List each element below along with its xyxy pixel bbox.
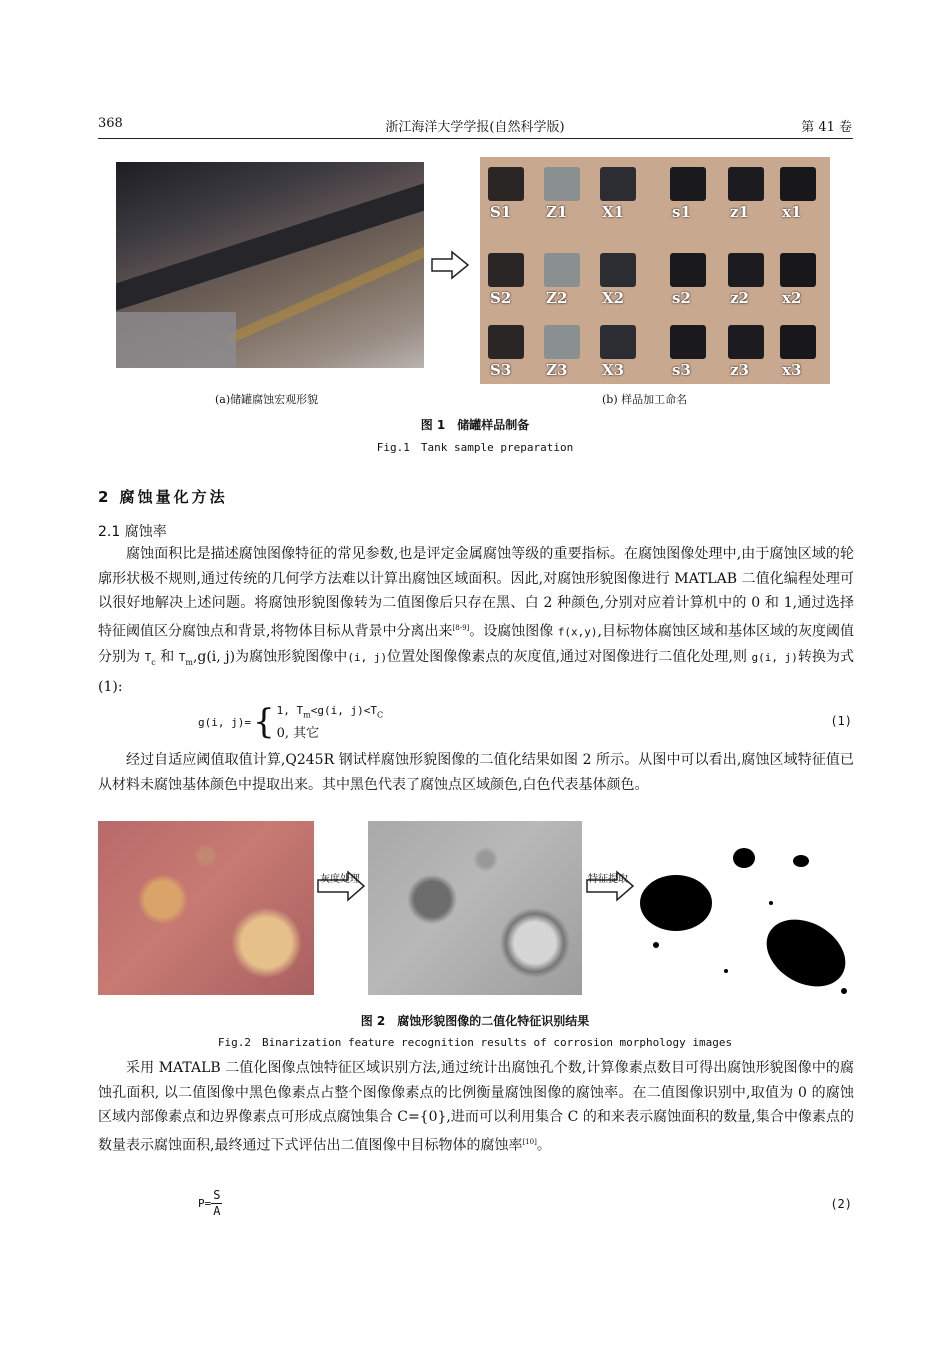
figure2-photo-original <box>98 821 314 995</box>
equation-1-number: (1) <box>830 714 852 728</box>
figure1-caption: 图 1 储罐样品制备 <box>420 418 530 432</box>
figure2-caption: 图 2 腐蚀形貌图像的二值化特征识别结果 <box>360 1014 590 1028</box>
sample-cube <box>780 253 816 287</box>
sample-cube <box>488 325 524 359</box>
figure1-photo-a <box>116 162 424 368</box>
paragraph-1: 腐蚀面积比是描述腐蚀图像特征的常见参数,也是评定金属腐蚀等级的重要指标。在腐蚀图像处理中,由于腐蚀区域的轮廓形状极不规则,通过传统的几何学方法难以计算出腐蚀区域面积。因此,对腐蚀形貌图像进行 MATLAB 二值化编程处理可以很好地解决上述问题。将腐蚀形貌图像转为二值图像后只存在黑、白 2 种颜色,分别对应着计算机中的 0 和 1,通过选择特征阈值区分腐蚀点和背景,将物体目标从背景中分离出来[8-9]。设腐蚀图像 f(x,y),目标物体腐蚀区域和基体区域的灰度阈值分别为 $T_c$ 和 $T_m,g(i$, j)为腐蚀形貌图像中(i, j)位置处图像像素点的灰度值,通过对图像进行二值化处理,则 g(i, j)转换为式(1): <box>98 546 855 695</box>
sample-cube <box>670 253 706 287</box>
sample-cube <box>544 253 580 287</box>
sample-cube <box>728 167 764 201</box>
sample-label: Z1 <box>546 203 568 221</box>
sample-cube <box>670 325 706 359</box>
sample-label: x2 <box>782 289 802 307</box>
figure1-sublabel-b: (b) 样品加工命名 <box>602 393 688 406</box>
sample-cube <box>780 325 816 359</box>
paragraph-3: 采用 MATALB 二值化图像点蚀特征区域识别方法,通过统计出腐蚀孔个数,计算像素点数目可得出腐蚀形貌图像中的腐蚀孔面积, 以二值图像中黑色像素点占整个图像像素点的比例衡量腐蚀图像的腐蚀率。在二值图像识别中,取值为 0 的腐蚀区域内部像素点和边界像素点可形成点腐蚀集合 C={0},进而可以利用集合 C 的和来表示腐蚀面积的数量,集合中像素点的数量表示腐蚀面积,最终通过下式评估出二值图像中目标物体的腐蚀率[10]。 <box>98 1060 854 1154</box>
sample-cube <box>728 253 764 287</box>
sample-label: z2 <box>730 289 749 307</box>
section-title: 2 腐蚀量化方法 <box>98 488 228 506</box>
sample-label: S3 <box>490 361 512 379</box>
figure2-photo-binary <box>636 821 852 999</box>
subsection-title: 2.1 腐蚀率 <box>98 524 167 540</box>
sample-cube <box>600 325 636 359</box>
sample-label: Z3 <box>546 361 568 379</box>
figure2-photo-gray <box>368 821 582 995</box>
sample-label: X1 <box>602 203 625 221</box>
journal-title: 浙江海洋大学学报(自然科学版) <box>385 120 565 135</box>
figure2-caption-en: Fig.2 Binarization feature recognition results of corrosion morphology images <box>217 1036 733 1049</box>
sample-label: z1 <box>730 203 749 221</box>
sample-cube <box>670 167 706 201</box>
figure1-caption-en: Fig.1 Tank sample preparation <box>376 441 574 454</box>
figure2-arrow1-label: 灰度处理 <box>320 874 360 885</box>
paragraph-2: 经过自适应阈值取值计算,Q245R 钢试样腐蚀形貌图像的二值化结果如图 2 所示。从图中可以看出,腐蚀区域特征值已从材料未腐蚀基体颜色中提取出来。其中黑色代表了腐蚀点区域颜色,白色代表基体颜色。 <box>98 752 854 793</box>
sample-label: S1 <box>490 203 512 221</box>
sample-label: s2 <box>672 289 691 307</box>
sample-cube <box>728 325 764 359</box>
sample-cube <box>600 167 636 201</box>
sample-label: x1 <box>782 203 802 221</box>
sample-cube <box>544 325 580 359</box>
sample-label: Z2 <box>546 289 568 307</box>
figure2-arrow2-label: 特征提取 <box>588 874 628 885</box>
volume-label: 第 41 卷 <box>801 120 852 135</box>
figure1-arrow-icon <box>430 250 470 280</box>
sample-label: s1 <box>672 203 691 221</box>
equation-1: g(i, j)= { 1, $T_m<g(i$, $j)<T_C$ 0, 其它 <box>198 702 384 742</box>
sample-cube <box>488 253 524 287</box>
sample-label: z3 <box>730 361 749 379</box>
sample-label: S2 <box>490 289 512 307</box>
sample-label: X3 <box>602 361 625 379</box>
sample-cube <box>488 167 524 201</box>
figure1-photo-b <box>480 157 830 384</box>
header-rule <box>98 138 853 139</box>
sample-label: x3 <box>782 361 802 379</box>
sample-label: s3 <box>672 361 691 379</box>
equation-2: P= $\frac{S}{A}$ <box>198 1188 221 1218</box>
sample-label: X2 <box>602 289 625 307</box>
figure1-sublabel-a: (a)储罐腐蚀宏观形貌 <box>215 393 319 406</box>
sample-cube <box>544 167 580 201</box>
equation-2-number: (2) <box>830 1197 852 1211</box>
sample-cube <box>780 167 816 201</box>
sample-cube <box>600 253 636 287</box>
page-number: 368 <box>98 116 123 131</box>
